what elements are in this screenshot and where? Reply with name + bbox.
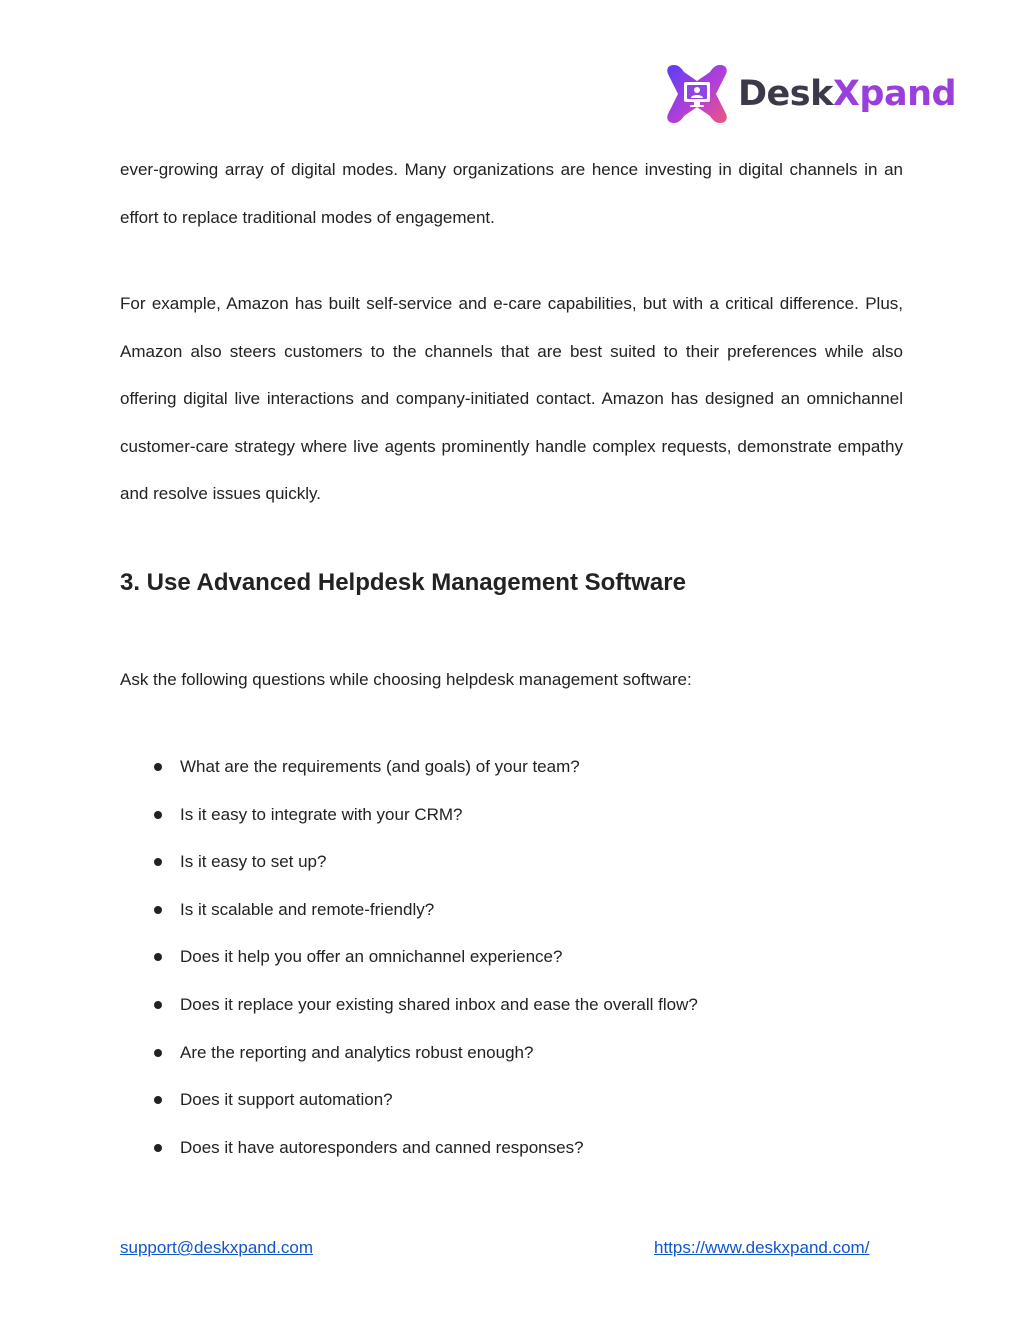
brand-logo [664, 60, 956, 128]
list-item [120, 791, 903, 839]
list-item-text: Is it easy to set up? [180, 852, 327, 872]
monitor-person-icon [664, 61, 730, 127]
brand-name-desk: Desk [738, 73, 833, 114]
list-item [120, 933, 903, 981]
list-item-text: Does it replace your existing shared inbox and ease the overall flow? [180, 994, 698, 1014]
list-item-text: Is it scalable and remote-friendly? [180, 899, 435, 919]
list-item [120, 743, 903, 791]
brand-name [738, 73, 957, 114]
bullet-icon [154, 1001, 162, 1009]
list-item-text: Does it have autoresponders and canned responses? [180, 1137, 584, 1157]
questions-list [120, 743, 903, 1171]
list-item [120, 1124, 903, 1172]
list-item-text: Does it support automation? [180, 1090, 393, 1110]
list-item [120, 838, 903, 886]
bullet-icon [154, 953, 162, 961]
list-item-text: Does it help you offer an omnichannel experience? [180, 947, 563, 967]
list-item-text: What are the requirements (and goals) of your team? [180, 757, 580, 776]
brand-name-xpand: Xpand [832, 73, 957, 114]
paragraph-amazon-example: For example, Amazon has built self-service and e-care capabilities, but with a critical difference. Plus, Amazon also steers customers to the channels that are best suited to their preferences while also offering digital live interactions and company-initiated contact. Amazon has designed an omnichannel customer-care strategy where live agents prominently handle complex requests, demonstrate empathy and resolve issues quickly. [120, 294, 903, 504]
paragraph-digital-modes: ever-growing array of digital modes. Many organizations are hence investing in digital channels in an effort to replace traditional modes of engagement. [120, 160, 903, 227]
section-intro: Ask the following questions while choosing helpdesk management software: [120, 670, 692, 689]
bullet-icon [154, 858, 162, 866]
list-item-text: Is it easy to integrate with your CRM? [180, 804, 463, 824]
bullet-icon [154, 906, 162, 914]
bullet-icon [154, 1049, 162, 1057]
bullet-icon [154, 1096, 162, 1104]
list-item-text: Are the reporting and analytics robust enough? [180, 1042, 534, 1062]
website-link[interactable]: https://www.deskxpand.com/ [654, 1238, 870, 1257]
support-email-link[interactable]: support@deskxpand.com [120, 1238, 314, 1257]
section-heading: 3. Use Advanced Helpdesk Management Software [120, 569, 686, 596]
list-item [120, 1029, 903, 1077]
bullet-icon [154, 1144, 162, 1152]
bullet-icon [154, 763, 162, 771]
list-item [120, 886, 903, 934]
list-item [120, 981, 903, 1029]
list-item [120, 1076, 903, 1124]
bullet-icon [154, 811, 162, 819]
